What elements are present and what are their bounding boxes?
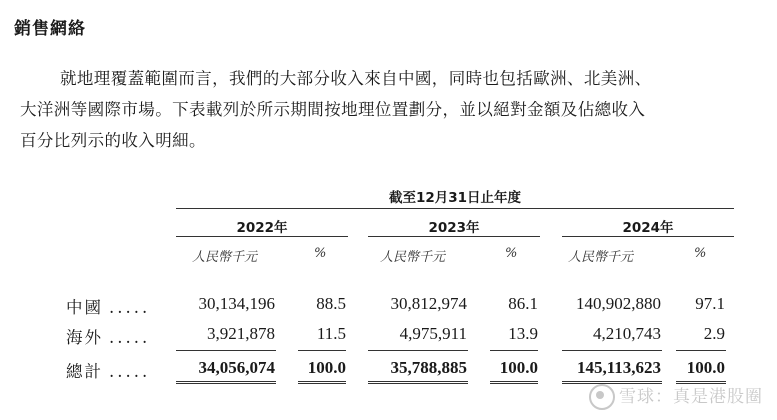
unit-amount-2023: 人民幣千元: [380, 250, 446, 265]
sum-rule-2023-percent: [490, 350, 538, 351]
year-header-2022: 2022年: [236, 220, 288, 236]
total-2022-percent: 100.0: [307, 358, 346, 377]
china-2022-amount: 30,134,196: [198, 294, 275, 313]
total-2023-percent: 100.0: [499, 358, 538, 377]
watermark: 雪球：真是港股圈: [589, 382, 763, 410]
row-label-china: 中國 .....: [66, 298, 151, 317]
year-header-2023: 2023年: [428, 220, 480, 236]
paragraph-line-3: 百分比列示的收入明細。: [20, 131, 206, 150]
year-rule-2023: [368, 236, 540, 237]
double-rule-2022-percent: [298, 381, 346, 384]
overseas-2024-percent: 2.9: [703, 324, 725, 343]
year-rule-2022: [176, 236, 348, 237]
period-header: 截至12月31日止年度: [388, 190, 522, 206]
china-2024-percent: 97.1: [695, 294, 725, 313]
total-2022-amount: 34,056,074: [198, 358, 275, 377]
row-label-overseas: 海外 .....: [66, 328, 151, 347]
snowball-logo-icon: [589, 384, 615, 410]
china-2024-amount: 140,902,880: [576, 294, 661, 313]
sum-rule-2022-percent: [298, 350, 346, 351]
overseas-2022-percent: 11.5: [316, 324, 346, 343]
intro-paragraph: [20, 63, 765, 156]
sum-rule-2022-amount: [176, 350, 276, 351]
overseas-2023-amount: 4,975,911: [399, 324, 467, 343]
total-2023-amount: 35,788,885: [390, 358, 467, 377]
total-2024-percent: 100.0: [686, 358, 725, 377]
total-2024-amount: 145,113,623: [576, 358, 661, 377]
sum-rule-2023-amount: [368, 350, 468, 351]
sum-rule-2024-percent: [676, 350, 726, 351]
china-2022-percent: 88.5: [316, 294, 346, 313]
row-label-total: 總計 .....: [66, 362, 151, 381]
china-2023-amount: 30,812,974: [390, 294, 467, 313]
double-rule-2022-amount: [176, 381, 276, 384]
year-rule-2024: [562, 236, 734, 237]
unit-percent-2024: %: [694, 246, 707, 261]
overseas-2024-amount: 4,210,743: [593, 324, 661, 343]
sum-rule-2024-amount: [562, 350, 662, 351]
unit-amount-2022: 人民幣千元: [192, 250, 258, 265]
period-rule: [176, 208, 734, 209]
double-rule-2023-amount: [368, 381, 468, 384]
overseas-2023-percent: 13.9: [508, 324, 538, 343]
year-header-2024: 2024年: [622, 220, 674, 236]
section-heading: 銷售網絡: [14, 19, 86, 39]
unit-percent-2023: %: [505, 246, 518, 261]
double-rule-2023-percent: [490, 381, 538, 384]
paragraph-line-2: 大洋洲等國際市場。下表載列於所示期間按地理位置劃分，並以絕對金額及佔總收入: [20, 100, 646, 119]
paragraph-line-1: 就地理覆蓋範圍而言，我們的大部分收入來自中國，同時也包括歐洲、北美洲、: [60, 69, 652, 88]
unit-amount-2024: 人民幣千元: [568, 250, 634, 265]
china-2023-percent: 86.1: [508, 294, 538, 313]
unit-percent-2022: %: [314, 246, 327, 261]
overseas-2022-amount: 3,921,878: [207, 324, 275, 343]
